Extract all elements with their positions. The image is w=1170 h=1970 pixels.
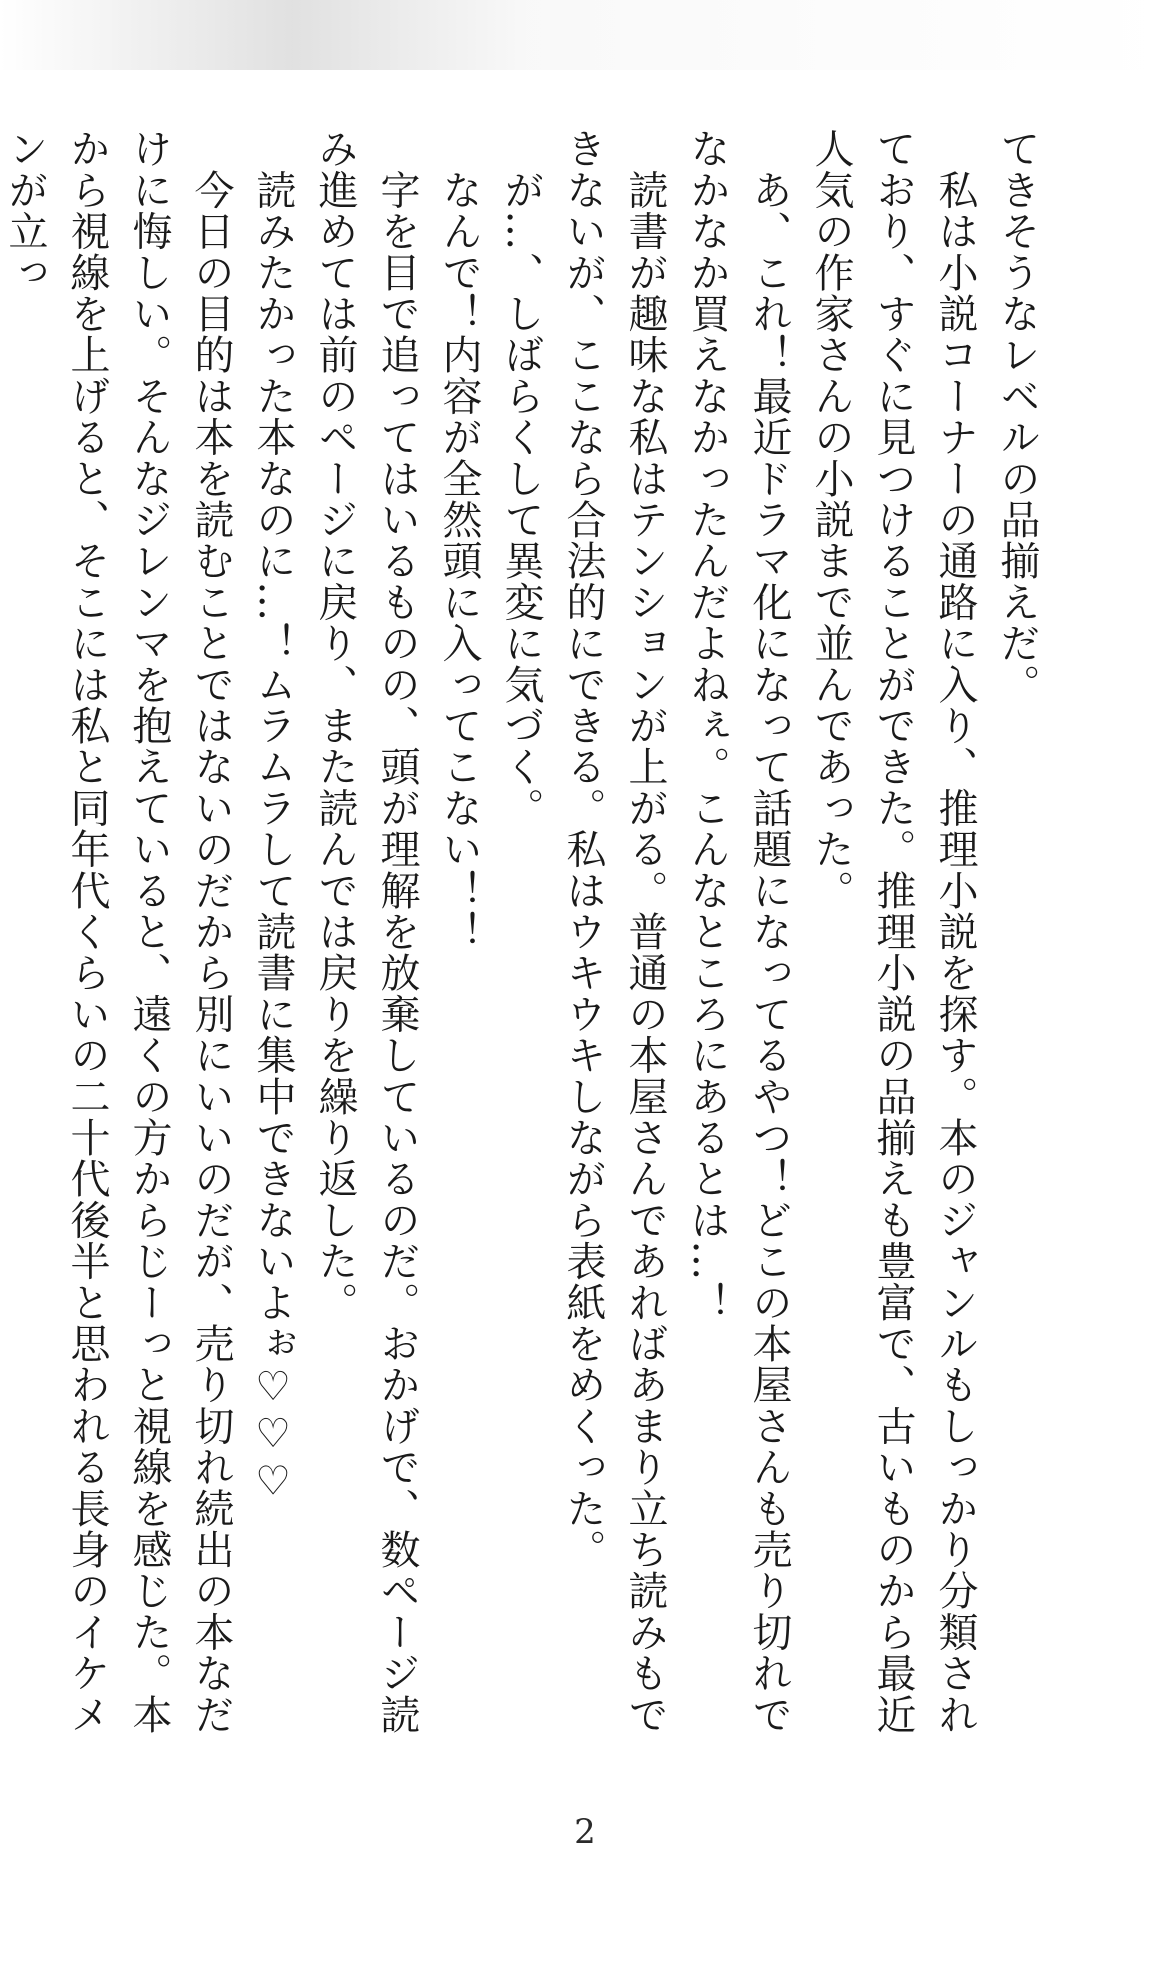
top-shadow (0, 0, 1170, 70)
paragraph: あ、これ！最近ドラマ化になって話題になってるやつ！どこの本屋さんも売り切れでなかなか買えなかったんだよねぇ。こんなところにあるとは…！ (684, 128, 792, 1735)
page-body-text (2, 128, 1048, 1768)
paragraph: てきそうなレベルの品揃えだ。 (994, 128, 1040, 705)
page-number: 2 (574, 1812, 596, 1852)
paragraph: なんで！内容が全然頭に入ってこない！！ (436, 128, 482, 952)
paragraph: 私は小説コーナーの通路に入り、推理小説を探す。本のジャンルもしっかり分類されており、すぐに見つけることができた。推理小説の品揃えも豊富で、古いものから最近人気の作家さんの小説まで並んであった。 (808, 128, 978, 1735)
paragraph: 読みたかった本なのに…！ムラムラして読書に集中できないよぉ♡♡♡ (250, 128, 296, 1506)
paragraph: 今日の目的は本を読むことではないのだから別にいいのだが、売り切れ続出の本なだけに悔しい。そんなジレンマを抱えていると、遠くの方からじーっと視線を感じた。本から視線を上げると、そこには私と同年代くらいの二十代後半と思われる長身のイケメンが立っ (2, 128, 234, 1735)
paragraph: が…、しばらくして異変に気づく。 (498, 128, 544, 829)
paragraph: 字を目で追ってはいるものの、頭が理解を放棄しているのだ。おかげで、数ページ読み進めては前のページに戻り、また読んでは戻りを繰り返した。 (312, 128, 420, 1735)
paragraph: 読書が趣味な私はテンションが上がる。普通の本屋さんであればあまり立ち読みもできないが、ここなら合法的にできる。私はウキウキしながら表紙をめくった。 (560, 128, 668, 1735)
